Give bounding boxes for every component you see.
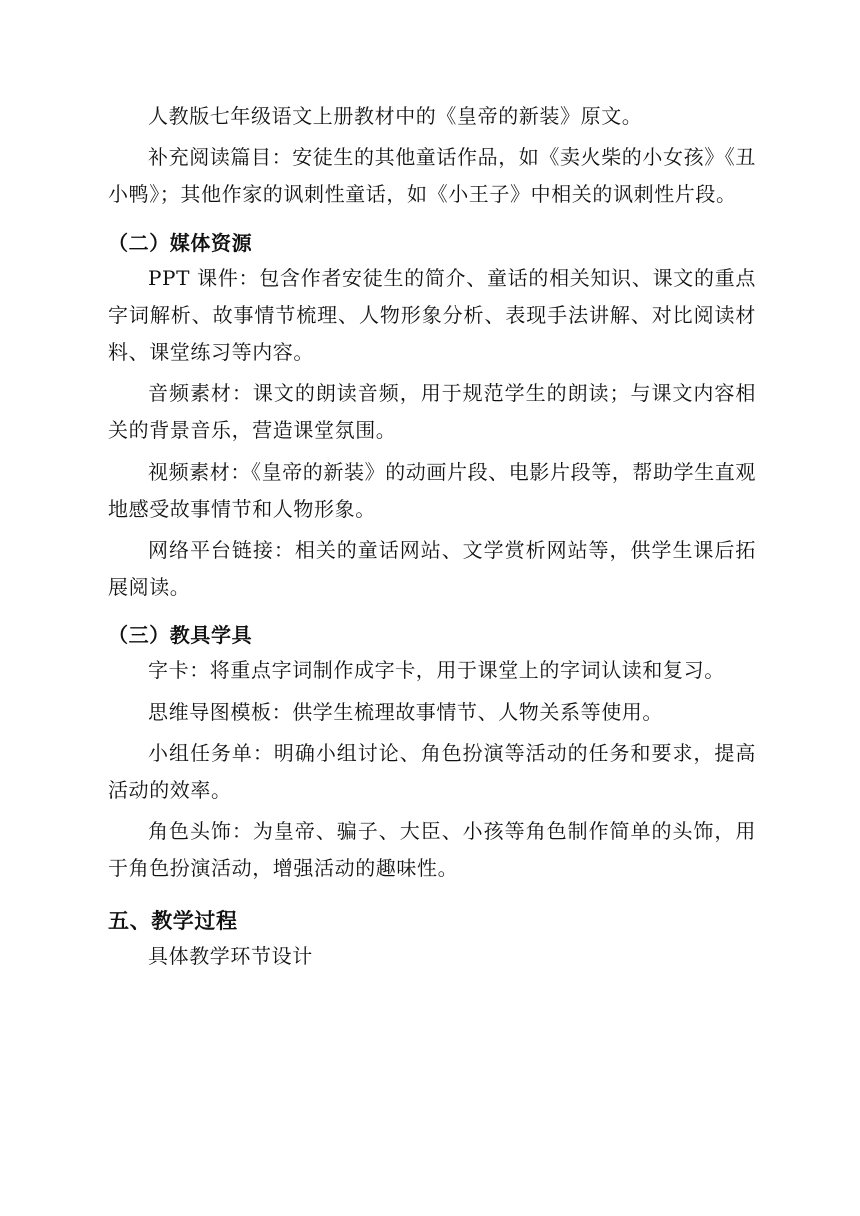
web-links-paragraph: 网络平台链接：相关的童话网站、文学赏析网站等，供学生课后拓展阅读。 bbox=[108, 538, 756, 600]
document-page bbox=[108, 98, 756, 975]
mindmap-paragraph: 思维导图模板：供学生梳理故事情节、人物关系等使用。 bbox=[148, 699, 663, 724]
audio-paragraph: 音频素材：课文的朗读音频，用于规范学生的朗读；与课文内容相关的背景音乐，营造课堂氛围。 bbox=[108, 381, 756, 443]
source-text-paragraph: 人教版七年级语文上册教材中的《皇帝的新装》原文。 bbox=[148, 104, 643, 128]
ppt-paragraph: PPT 课件：包含作者安徒生的简介、童话的相关知识、课文的重点字词解析、故事情节梳理、人物形象分析、表现手法讲解、对比阅读材料、课堂练习等内容。 bbox=[108, 265, 756, 365]
group-tasks-paragraph: 小组任务单：明确小组讨论、角色扮演等活动的任务和要求，提高活动的效率。 bbox=[108, 740, 756, 803]
headwear-paragraph: 角色头饰：为皇帝、骗子、大臣、小孩等角色制作简单的头饰，用于角色扮演活动，增强活动的趣味性。 bbox=[108, 819, 756, 881]
teaching-process-heading: 五、教学过程 bbox=[108, 908, 238, 933]
process-intro-paragraph: 具体教学环节设计 bbox=[148, 943, 313, 968]
video-paragraph: 视频素材：《皇帝的新装》的动画片段、电影片段等，帮助学生直观地感受故事情节和人物形象。 bbox=[108, 459, 756, 521]
teaching-tools-heading: （三）教具学具 bbox=[108, 623, 253, 648]
word-cards-paragraph: 字卡：将重点字词制作成字卡，用于课堂上的字词认读和复习。 bbox=[148, 658, 725, 683]
supplementary-reading-paragraph: 补充阅读篇目：安徒生的其他童话作品，如《卖火柴的小女孩》《丑小鸭》；其他作家的讽刺性童话，如《小王子》中相关的讽刺性片段。 bbox=[108, 145, 756, 207]
media-resources-heading: （二）媒体资源 bbox=[108, 230, 253, 255]
